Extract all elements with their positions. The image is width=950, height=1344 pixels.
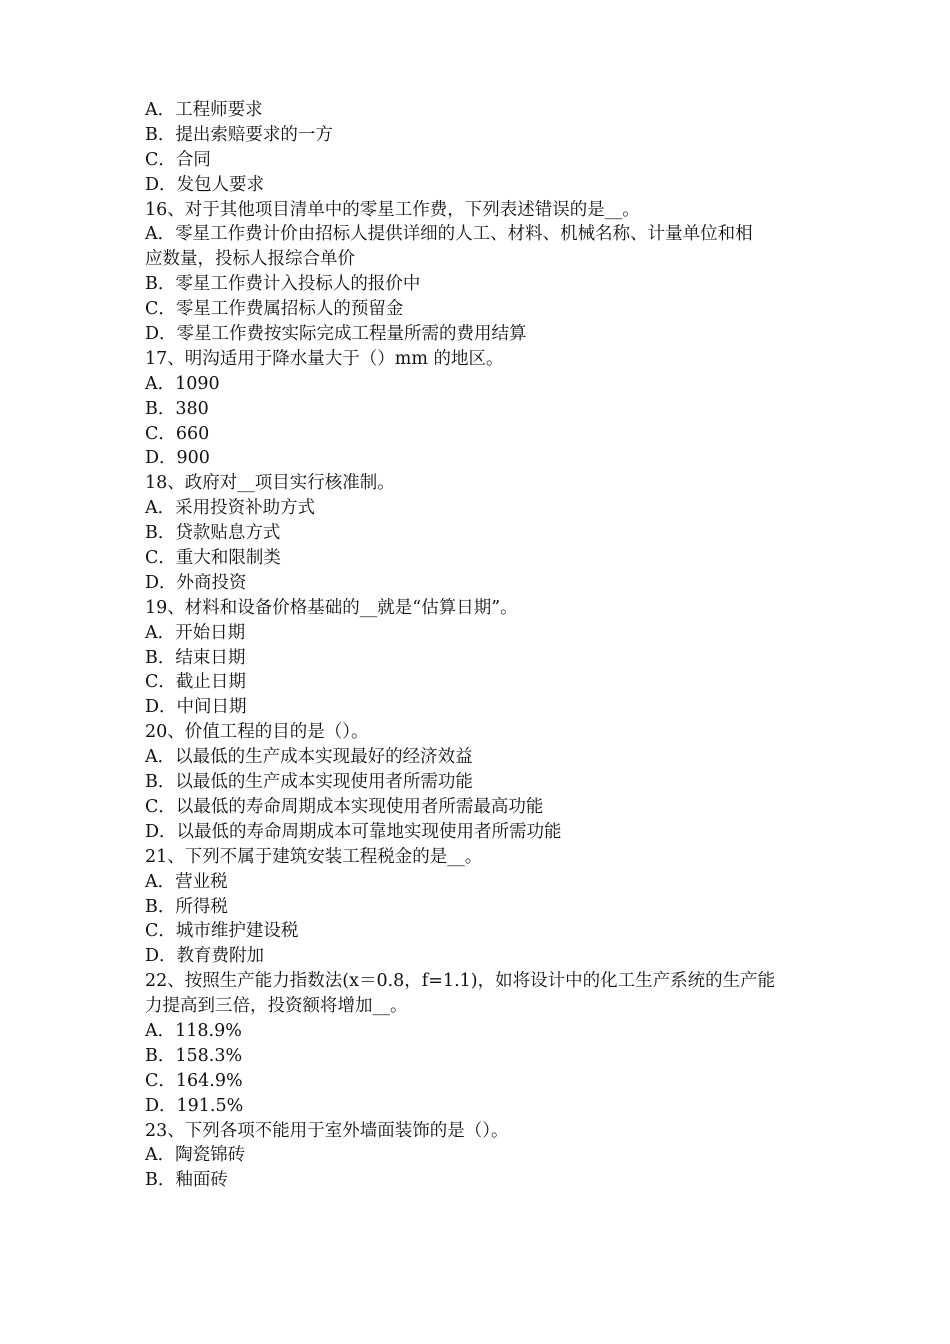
question-20: 20、价值工程的目的是（）。 [145,722,369,743]
option-line: D．外商投资 [145,572,247,593]
option-line: C．以最低的寿命周期成本实现使用者所需最高功能 [145,796,544,817]
option-line-continued: 应数量，投标人报综合单价 [145,249,355,270]
question-22-continued: 力提高到三倍，投资额将增加__。 [145,996,408,1017]
question-21: 21、下列不属于建筑安装工程税金的是__。 [145,846,483,867]
option-line: B．结束日期 [145,647,246,668]
option-line: A．以最低的生产成本实现最好的经济效益 [145,747,473,768]
option-line: B．以最低的生产成本实现使用者所需功能 [145,772,473,793]
option-line: B．提出索赔要求的一方 [145,124,333,145]
question-23: 23、下列各项不能用于室外墙面装饰的是（）。 [145,1120,509,1141]
option-line: B．贷款贴息方式 [145,523,281,544]
option-line: A．陶瓷锦砖 [145,1145,246,1166]
option-line: D．191.5% [145,1095,244,1116]
question-22: 22、按照生产能力指数法(x＝0.8，f=1.1)，如将设计中的化工生产系统的生产能 [145,971,776,992]
question-17: 17、明沟适用于降水量大于（）mm 的地区。 [145,348,504,369]
option-line: A．工程师要求 [145,100,263,120]
question-16: 16、对于其他项目清单中的零星工作费，下列表述错误的是__。 [145,199,640,220]
option-line: D．发包人要求 [145,174,265,195]
option-line: A．采用投资补助方式 [145,498,316,519]
option-line: A．开始日期 [145,622,246,643]
option-line: A．零星工作费计价由招标人提供详细的人工、材料、机械名称、计量单位和相 [145,224,753,245]
option-line: A．118.9% [145,1020,242,1041]
option-line: C．城市维护建设税 [145,921,299,942]
option-line: D．900 [145,448,210,469]
option-line: A．营业税 [145,871,228,892]
option-line: D．教育费附加 [145,946,265,967]
option-line: C．660 [145,423,210,444]
question-18: 18、政府对__项目实行核准制。 [145,473,395,494]
option-line: B．零星工作费计入投标人的报价中 [145,274,421,295]
option-line: C．重大和限制类 [145,548,281,569]
question-19: 19、材料和设备价格基础的__就是“估算日期”。 [145,597,518,618]
option-line: B．158.3% [145,1045,243,1066]
option-line: C．164.9% [145,1070,243,1091]
option-line: C．零星工作费属招标人的预留金 [145,299,404,320]
option-line: B．釉面砖 [145,1170,228,1191]
page-text [145,98,825,1193]
option-line: B．所得税 [145,896,228,917]
option-line: D．以最低的寿命周期成本可靠地实现使用者所需功能 [145,821,562,842]
option-line: D．中间日期 [145,697,247,718]
option-line: C．截止日期 [145,672,246,693]
option-line: D．零星工作费按实际完成工程量所需的费用结算 [145,324,527,345]
option-line: A．1090 [145,373,220,394]
option-line: B．380 [145,398,209,419]
option-line: C．合同 [145,149,211,170]
